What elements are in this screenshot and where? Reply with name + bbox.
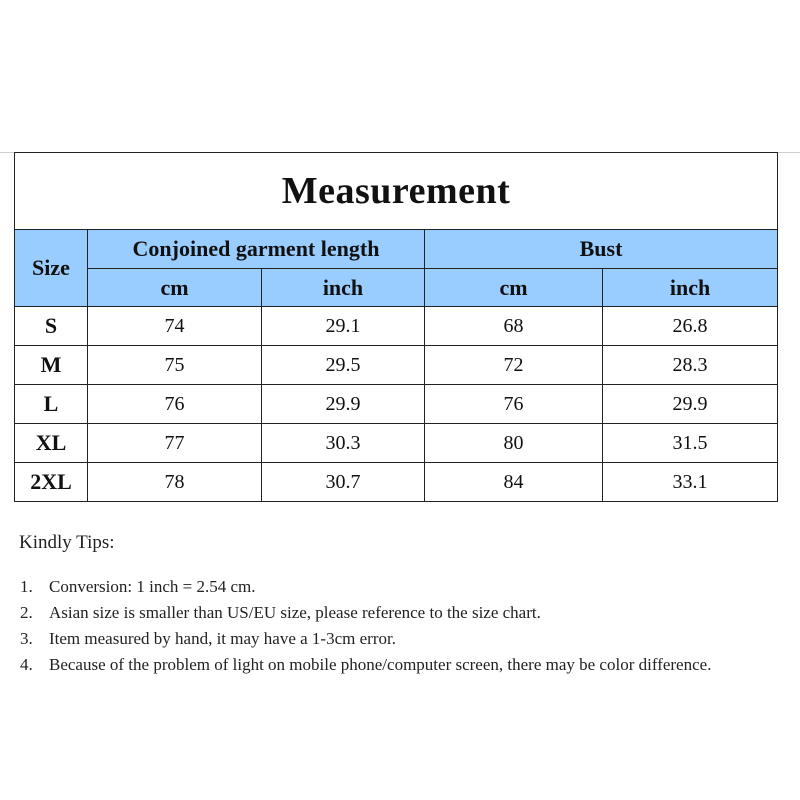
length-inch-cell: 29.5 — [262, 346, 425, 385]
table-row — [15, 463, 778, 502]
list-number: 2. — [20, 603, 33, 622]
list-item — [19, 600, 779, 626]
bust-cm-cell: 80 — [425, 424, 603, 463]
list-item — [19, 626, 779, 652]
bust-cm-header: cm — [425, 269, 603, 307]
size-label: M — [15, 346, 88, 385]
size-column-header: Size — [15, 230, 88, 307]
table-title: Measurement — [15, 153, 778, 230]
size-label: L — [15, 385, 88, 424]
length-inch-cell: 29.9 — [262, 385, 425, 424]
length-cm-cell: 75 — [88, 346, 262, 385]
bust-inch-cell: 28.3 — [603, 346, 778, 385]
length-cm-cell: 74 — [88, 307, 262, 346]
length-cm-cell: 77 — [88, 424, 262, 463]
table-row — [15, 346, 778, 385]
list-item — [19, 652, 779, 678]
bust-inch-header: inch — [603, 269, 778, 307]
table-row — [15, 307, 778, 346]
table-row — [15, 424, 778, 463]
bust-inch-cell: 33.1 — [603, 463, 778, 502]
length-cm-header: cm — [88, 269, 262, 307]
length-inch-header: inch — [262, 269, 425, 307]
list-item — [19, 574, 779, 600]
bust-cm-cell: 84 — [425, 463, 603, 502]
size-label: XL — [15, 424, 88, 463]
tips-section — [19, 532, 779, 678]
length-inch-cell: 29.1 — [262, 307, 425, 346]
tip-text: Conversion: 1 inch = 2.54 cm. — [49, 577, 256, 596]
tips-list — [19, 574, 779, 678]
size-chart-table — [14, 152, 778, 502]
length-group-header: Conjoined garment length — [88, 230, 425, 269]
bust-group-header: Bust — [425, 230, 778, 269]
bust-inch-cell: 29.9 — [603, 385, 778, 424]
table-row — [15, 385, 778, 424]
bust-cm-cell: 72 — [425, 346, 603, 385]
list-number: 3. — [20, 629, 33, 648]
bust-cm-cell: 68 — [425, 307, 603, 346]
bust-inch-cell: 26.8 — [603, 307, 778, 346]
tips-title: Kindly Tips: — [19, 532, 115, 553]
length-inch-cell: 30.3 — [262, 424, 425, 463]
length-cm-cell: 76 — [88, 385, 262, 424]
list-number: 1. — [20, 577, 33, 596]
tip-text: Because of the problem of light on mobile phone/computer screen, there may be color difference. — [49, 655, 712, 674]
size-label: S — [15, 307, 88, 346]
list-number: 4. — [20, 655, 33, 674]
size-label: 2XL — [15, 463, 88, 502]
length-cm-cell: 78 — [88, 463, 262, 502]
length-inch-cell: 30.7 — [262, 463, 425, 502]
tip-text: Item measured by hand, it may have a 1-3cm error. — [49, 629, 396, 648]
bust-cm-cell: 76 — [425, 385, 603, 424]
tip-text: Asian size is smaller than US/EU size, please reference to the size chart. — [49, 603, 541, 622]
bust-inch-cell: 31.5 — [603, 424, 778, 463]
